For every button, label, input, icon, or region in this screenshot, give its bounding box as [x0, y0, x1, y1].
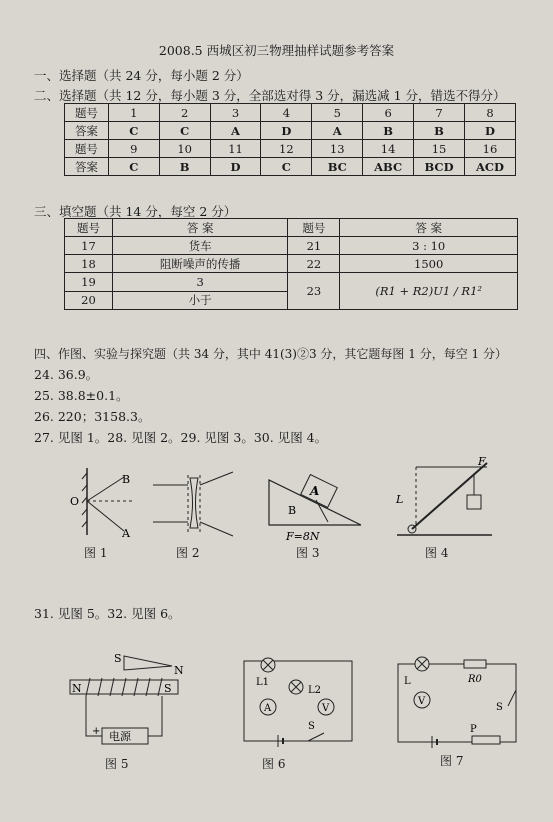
section-2-heading: 二、选择题（共 12 分，每小题 3 分，全部选对得 3 分，漏选减 1 分，错选不得分）	[34, 88, 506, 103]
section-4-heading: 四、作图、实验与探究题（共 34 分，其中 41(3)②3 分，其它题每图 1 分，每空 1 分）	[34, 347, 507, 361]
question-number: 9	[108, 140, 159, 158]
fig6-label-ammeter: A	[264, 703, 272, 714]
question-number: 13	[312, 140, 363, 158]
row-label: 答案	[65, 158, 109, 176]
fig4-label-f: F	[478, 455, 486, 468]
fig5-label-plus: +	[92, 726, 101, 737]
fig7-label-slider: P	[470, 724, 477, 735]
answer-cell: C	[108, 158, 159, 176]
answer-cell: C	[261, 158, 312, 176]
question-number: 21	[288, 237, 340, 255]
question-number: 18	[65, 255, 113, 273]
fig7-label-l: L	[404, 676, 411, 687]
table-row	[65, 104, 516, 122]
question-number: 15	[414, 140, 465, 158]
fig5-label-s: S	[114, 652, 122, 665]
fig6-label-l1: L1	[256, 677, 270, 688]
figure-2-lens-diagram	[148, 470, 238, 540]
page-title: 2008.5 西城区初三物理抽样试题参考答案	[158, 43, 395, 58]
question-number: 23	[288, 273, 340, 310]
table-row	[65, 158, 516, 176]
answer-cell: A	[210, 122, 261, 140]
answer-cell: 1500	[340, 255, 518, 273]
table-row	[65, 273, 518, 292]
answer-cell: ABC	[363, 158, 414, 176]
fig3-force-label: F=8N	[286, 530, 320, 543]
fig6-label-voltmeter: V	[322, 703, 330, 714]
figure-5-caption: 图 5	[105, 757, 129, 771]
fig6-label-switch: S	[308, 721, 315, 732]
header-answer: 答 案	[340, 219, 518, 237]
table-row	[65, 237, 518, 255]
fill-blank-table	[64, 218, 518, 310]
table-row	[65, 140, 516, 158]
answer-cell: BCD	[414, 158, 465, 176]
question-number: 10	[159, 140, 210, 158]
question-number: 11	[210, 140, 261, 158]
answer-cell: B	[414, 122, 465, 140]
figure-4-caption: 图 4	[425, 546, 449, 560]
question-number: 17	[65, 237, 113, 255]
figure-7-caption: 图 7	[440, 754, 464, 768]
answer-line: 25. 38.8±0.1。	[34, 388, 129, 403]
header-num: 题号	[288, 219, 340, 237]
row-label: 题号	[65, 140, 109, 158]
answer-cell: ACD	[465, 158, 516, 176]
figure-7-circuit-diagram	[392, 650, 522, 750]
fig1-label-b: B	[122, 473, 131, 486]
answer-cell: B	[363, 122, 414, 140]
figure-5-solenoid-diagram	[64, 650, 184, 750]
fig1-label-o: O	[70, 495, 80, 508]
figure-1-caption: 图 1	[84, 546, 108, 560]
figure-1-mirror-diagram	[62, 463, 142, 538]
answer-line: 27. 见图 1。28. 见图 2。29. 见图 3。30. 见图 4。	[34, 430, 328, 445]
answer-line: 26. 220；3158.3。	[34, 409, 151, 424]
fig3-label-a: A	[310, 484, 320, 498]
answer-cell: B	[159, 158, 210, 176]
section-1-heading: 一、选择题（共 24 分，每小题 2 分）	[34, 68, 249, 83]
fig1-label-a: A	[122, 527, 130, 538]
question-number: 12	[261, 140, 312, 158]
row-label: 题号	[65, 104, 109, 122]
fig3-label-b: B	[288, 504, 297, 517]
fig5-label-core-n: N	[72, 682, 82, 695]
header-answer: 答 案	[112, 219, 288, 237]
fig4-label-l: L	[396, 493, 404, 506]
answer-cell: D	[465, 122, 516, 140]
answer-cell: C	[159, 122, 210, 140]
question-number: 2	[159, 104, 210, 122]
answer-cell: BC	[312, 158, 363, 176]
fig7-label-switch: S	[496, 702, 503, 713]
question-number: 14	[363, 140, 414, 158]
table-row	[65, 255, 518, 273]
question-number: 22	[288, 255, 340, 273]
answer-cell: C	[108, 122, 159, 140]
table-row	[65, 122, 516, 140]
multiple-choice-table	[64, 103, 516, 176]
question-number: 1	[108, 104, 159, 122]
answer-cell: 货车	[112, 237, 288, 255]
row-label: 答案	[65, 122, 109, 140]
figure-6-circuit-diagram	[238, 655, 358, 750]
fig7-label-r0: R0	[468, 674, 482, 685]
answer-line: 24. 36.9。	[34, 367, 99, 382]
figure-3-caption: 图 3	[296, 546, 320, 560]
question-number: 3	[210, 104, 261, 122]
question-number: 20	[65, 291, 113, 310]
fig7-label-voltmeter: V	[418, 696, 426, 707]
question-number: 16	[465, 140, 516, 158]
figure-4-lever-diagram	[392, 455, 502, 540]
answer-cell: 阻断噪声的传播	[112, 255, 288, 273]
fig5-label-n: N	[174, 664, 184, 677]
answer-cell: 小于	[112, 291, 288, 310]
answer-cell: D	[210, 158, 261, 176]
figure-6-caption: 图 6	[262, 757, 286, 771]
question-number: 7	[414, 104, 465, 122]
table-row	[65, 219, 518, 237]
answer-cell: 3	[112, 273, 288, 292]
question-number: 19	[65, 273, 113, 292]
question-number: 6	[363, 104, 414, 122]
fig6-label-l2: L2	[308, 685, 322, 696]
question-number: 8	[465, 104, 516, 122]
answer-cell: D	[261, 122, 312, 140]
figure-2-caption: 图 2	[176, 546, 200, 560]
formula-text: (R1 + R2)U1 / R1²	[375, 284, 482, 298]
figure-3-incline-diagram	[266, 470, 366, 545]
section-3-heading: 三、填空题（共 14 分，每空 2 分）	[34, 204, 237, 219]
question-number: 4	[261, 104, 312, 122]
header-num: 题号	[65, 219, 113, 237]
formula-answer	[340, 273, 518, 310]
answer-cell: 3 : 10	[340, 237, 518, 255]
fig5-label-core-s: S	[164, 682, 172, 695]
answer-line-31: 31. 见图 5。32. 见图 6。	[34, 606, 181, 621]
answer-cell: A	[312, 122, 363, 140]
question-number: 5	[312, 104, 363, 122]
fig5-label-power: 电源	[109, 730, 131, 743]
